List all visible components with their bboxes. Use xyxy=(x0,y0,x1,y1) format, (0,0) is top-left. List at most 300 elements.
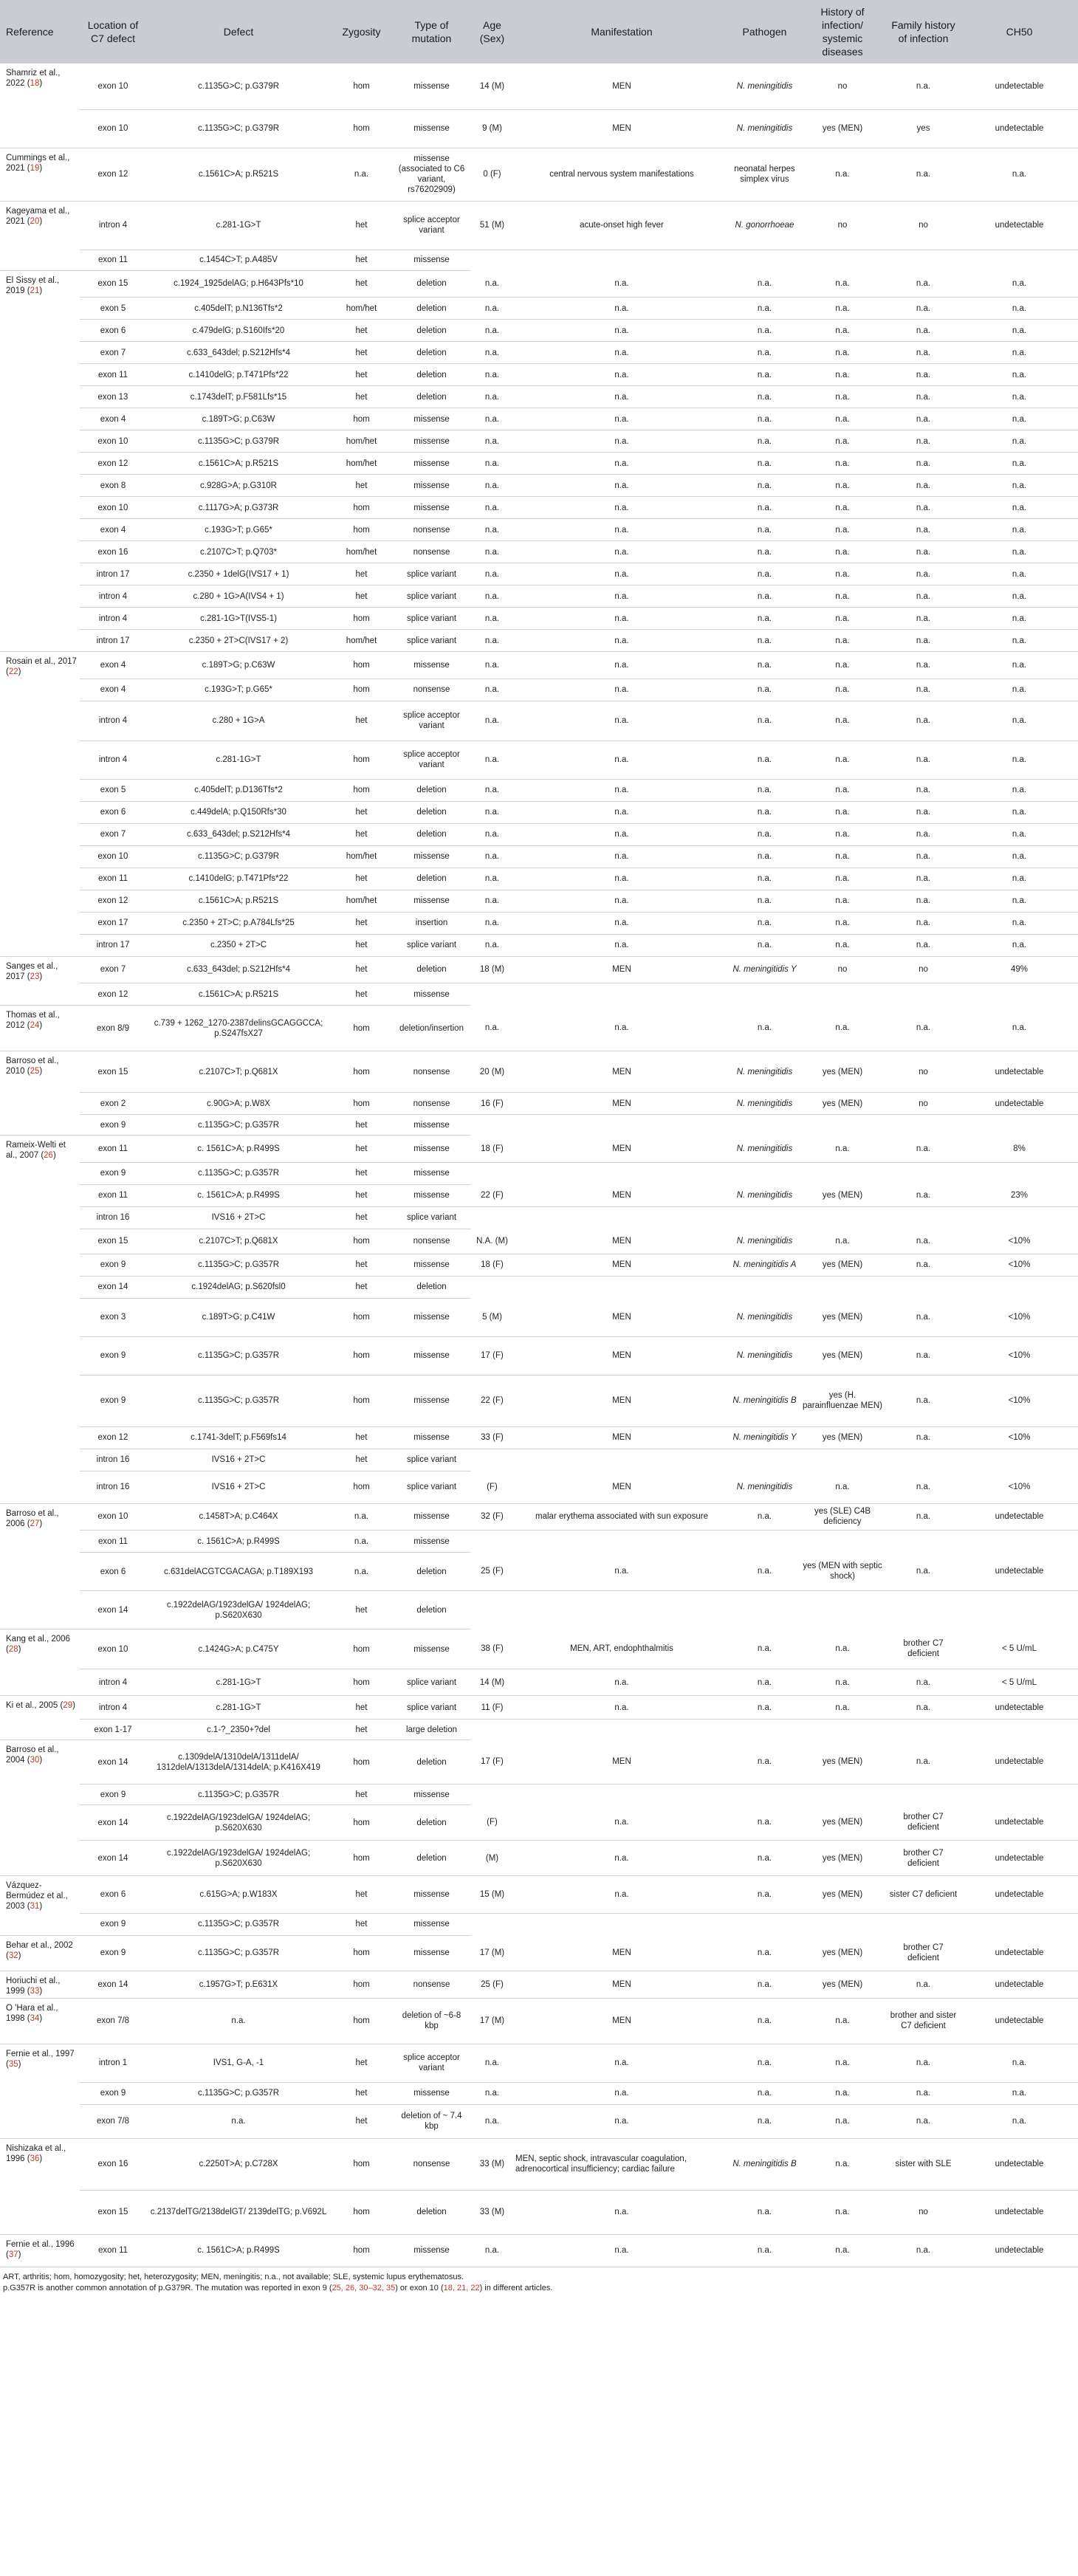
family-history-cell: n.a. xyxy=(886,585,961,608)
pathogen-cell: n.a. xyxy=(730,1971,799,1998)
table-row xyxy=(0,1876,1078,1914)
manifestation-cell: n.a. xyxy=(513,1006,730,1051)
citation-link[interactable]: 22 xyxy=(8,667,18,676)
table-row xyxy=(0,741,1078,779)
ch50-cell: n.a. xyxy=(961,519,1078,541)
age-sex-cell: n.a. xyxy=(471,701,513,741)
family-history-cell: n.a. xyxy=(886,1229,961,1254)
mutation-type-cell: missense xyxy=(392,1913,471,1935)
pathogen-cell: n.a. xyxy=(730,2104,799,2138)
mutation-type-cell: missense xyxy=(392,890,471,912)
location-cell: intron 4 xyxy=(80,1669,146,1696)
footnote-annotation: p.G357R is another common annotation of p.G379R. The mutation was reported in exon 9 (25, 26, 30–32, 35) or exon 10 (18, 21, 22) in different articles. xyxy=(3,2283,553,2292)
pathogen-cell: n.a. xyxy=(730,1553,799,1591)
family-history-cell: n.a. xyxy=(886,845,961,868)
family-history-cell: n.a. xyxy=(886,1375,961,1426)
manifestation-cell: n.a. xyxy=(513,430,730,453)
defect-cell: c.1561C>A; p.R521S xyxy=(146,148,331,201)
family-history-cell: sister C7 deficient xyxy=(886,1876,961,1914)
mutation-type-cell: splice acceptor variant xyxy=(392,201,471,250)
reference-cell xyxy=(0,1162,80,1184)
reference-cell xyxy=(0,1785,80,1805)
history-cell: n.a. xyxy=(799,701,886,741)
age-sex-cell xyxy=(471,1449,513,1471)
family-history-cell xyxy=(886,1913,961,1935)
pathogen-cell: N. meningitidis xyxy=(730,1136,799,1163)
defect-cell: n.a. xyxy=(146,1998,331,2044)
table-row xyxy=(0,890,1078,912)
defect-cell: c.1561C>A; p.R521S xyxy=(146,453,331,475)
age-sex-cell: (F) xyxy=(471,1805,513,1841)
manifestation-cell: n.a. xyxy=(513,563,730,585)
ch50-cell: n.a. xyxy=(961,541,1078,563)
age-sex-cell: n.a. xyxy=(471,430,513,453)
reference-cell xyxy=(0,1093,80,1115)
table-row xyxy=(0,519,1078,541)
pathogen-cell: N. meningitidis xyxy=(730,109,799,148)
age-sex-cell: 25 (F) xyxy=(471,1553,513,1591)
family-history-cell xyxy=(886,250,961,270)
table-row xyxy=(0,2044,1078,2082)
pathogen-cell xyxy=(730,1591,799,1629)
defect-cell: c.1135G>C; p.G357R xyxy=(146,1913,331,1935)
family-history-cell: n.a. xyxy=(886,1553,961,1591)
citation-link[interactable]: 36 xyxy=(30,2154,40,2163)
defect-cell: c.1-?_2350+?del xyxy=(146,1720,331,1740)
manifestation-cell: n.a. xyxy=(513,679,730,701)
age-sex-cell: n.a. xyxy=(471,541,513,563)
ch50-cell: n.a. xyxy=(961,801,1078,823)
mutation-type-cell: missense xyxy=(392,1531,471,1553)
zygosity-cell: het xyxy=(331,342,392,364)
location-cell: exon 14 xyxy=(80,1591,146,1629)
age-sex-cell: n.a. xyxy=(471,652,513,679)
manifestation-cell: MEN xyxy=(513,1935,730,1971)
table-row xyxy=(0,2234,1078,2267)
table-row xyxy=(0,2104,1078,2138)
citation-link[interactable]: 30 xyxy=(30,1756,40,1765)
mutation-type-cell: missense xyxy=(392,1184,471,1206)
family-history-cell: n.a. xyxy=(886,741,961,779)
citation-link[interactable]: 32 xyxy=(8,1951,18,1960)
citation-link[interactable]: 21 xyxy=(30,286,40,295)
family-history-cell: n.a. xyxy=(886,2044,961,2082)
location-cell: exon 10 xyxy=(80,845,146,868)
table-row xyxy=(0,563,1078,585)
reference-cell: Rosain et al., 2017 (22) xyxy=(6,657,77,676)
mutation-type-cell: splice variant xyxy=(392,585,471,608)
table-row xyxy=(0,1115,1078,1136)
citation-link[interactable]: 27 xyxy=(30,1519,40,1528)
table-row xyxy=(0,1051,1078,1093)
mutation-type-cell: missense xyxy=(392,1785,471,1805)
family-history-cell: n.a. xyxy=(886,701,961,741)
history-cell xyxy=(799,1591,886,1629)
mutation-type-cell: missense xyxy=(392,453,471,475)
pathogen-cell: n.a. xyxy=(730,1006,799,1051)
pathogen-cell: n.a. xyxy=(730,652,799,679)
family-history-cell: sister with SLE xyxy=(886,2138,961,2190)
family-history-cell: n.a. xyxy=(886,563,961,585)
pathogen-cell: n.a. xyxy=(730,1740,799,1785)
pathogen-cell: n.a. xyxy=(730,1998,799,2044)
history-cell xyxy=(799,1449,886,1471)
history-cell: n.a. xyxy=(799,519,886,541)
citation-link[interactable]: 31 xyxy=(30,1902,40,1911)
ch50-cell: n.a. xyxy=(961,430,1078,453)
location-cell: exon 4 xyxy=(80,408,146,430)
manifestation-cell: MEN xyxy=(513,1471,730,1503)
reference-cell xyxy=(0,868,80,890)
reference-cell: Kageyama et al., 2021 (20) xyxy=(6,206,70,226)
defect-cell: c.1135G>C; p.G357R xyxy=(146,1254,331,1276)
history-cell: yes (MEN) xyxy=(799,1336,886,1375)
age-sex-cell: n.a. xyxy=(471,364,513,386)
location-cell: exon 7 xyxy=(80,342,146,364)
location-cell: exon 9 xyxy=(80,1115,146,1136)
reference-cell xyxy=(0,364,80,386)
pathogen-cell: n.a. xyxy=(730,270,799,298)
family-history-cell: no xyxy=(886,2190,961,2234)
table-row xyxy=(0,386,1078,408)
mutation-type-cell: deletion xyxy=(392,1276,471,1298)
ch50-cell xyxy=(961,1162,1078,1184)
history-cell: n.a. xyxy=(799,1696,886,1720)
location-cell: exon 6 xyxy=(80,801,146,823)
location-cell: intron 17 xyxy=(80,630,146,652)
citation-link[interactable]: 24 xyxy=(30,1021,40,1030)
history-cell: n.a. xyxy=(799,2082,886,2104)
pathogen-cell: N. meningitidis B xyxy=(730,1375,799,1426)
defect-cell: c.1135G>C; p.G357R xyxy=(146,1375,331,1426)
mutation-type-cell: deletion xyxy=(392,1591,471,1629)
citation-link[interactable]: 28 xyxy=(8,1645,18,1654)
family-history-cell: n.a. xyxy=(886,1471,961,1503)
age-sex-cell xyxy=(471,1785,513,1805)
location-cell: exon 12 xyxy=(80,1426,146,1449)
age-sex-cell: n.a. xyxy=(471,298,513,320)
location-cell: exon 14 xyxy=(80,1971,146,1998)
manifestation-cell: MEN xyxy=(513,109,730,148)
history-cell: n.a. xyxy=(799,630,886,652)
family-history-cell: n.a. xyxy=(886,2082,961,2104)
history-cell: n.a. xyxy=(799,453,886,475)
reference-cell: O 'Hara et al., 1998 (34) xyxy=(0,1998,80,2044)
mutation-type-cell: splice variant xyxy=(392,1471,471,1503)
location-cell: exon 9 xyxy=(80,1935,146,1971)
location-cell: exon 15 xyxy=(80,270,146,298)
defect-cell: c.2350 + 1delG(IVS17 + 1) xyxy=(146,563,331,585)
column-header: Defect xyxy=(146,0,331,63)
column-header: Reference xyxy=(0,0,80,63)
ch50-cell xyxy=(961,1591,1078,1629)
mutation-type-cell: missense xyxy=(392,983,471,1006)
manifestation-cell: n.a. xyxy=(513,585,730,608)
mutation-type-cell: missense xyxy=(392,1336,471,1375)
ch50-cell: n.a. xyxy=(961,608,1078,630)
location-cell: exon 10 xyxy=(80,497,146,519)
ch50-cell: undetectable xyxy=(961,109,1078,148)
reference-cell: Ki et al., 2005 (29) xyxy=(6,1701,75,1710)
manifestation-cell: n.a. xyxy=(513,519,730,541)
zygosity-cell: hom xyxy=(331,652,392,679)
reference-cell xyxy=(0,386,80,408)
citation-link[interactable]: 26 xyxy=(44,1151,53,1160)
location-cell: exon 13 xyxy=(80,386,146,408)
defect-cell: c.1135G>C; p.G357R xyxy=(146,2082,331,2104)
ch50-cell: n.a. xyxy=(961,497,1078,519)
defect-cell: c.2107C>T; p.Q703* xyxy=(146,541,331,563)
defect-cell: c.449delA; p.Q150Rfs*30 xyxy=(146,801,331,823)
citation-link[interactable]: 35 xyxy=(8,2059,18,2069)
zygosity-cell: het xyxy=(331,868,392,890)
zygosity-cell: het xyxy=(331,823,392,845)
reference-cell xyxy=(0,1531,80,1553)
reference-cell xyxy=(0,1471,80,1503)
defect-cell: c.479delG; p.S160Ifs*20 xyxy=(146,320,331,342)
family-history-cell: n.a. xyxy=(886,1503,961,1531)
age-sex-cell: n.a. xyxy=(471,608,513,630)
table-row xyxy=(0,1553,1078,1591)
reference-cell: Rameix-Welti et al., 2007 (26) xyxy=(6,1141,66,1160)
family-history-cell: brother C7 deficient xyxy=(886,1841,961,1876)
manifestation-cell: n.a. xyxy=(513,541,730,563)
mutation-type-cell: insertion xyxy=(392,912,471,934)
table-row xyxy=(0,1254,1078,1276)
table-row xyxy=(0,1805,1078,1841)
history-cell: n.a. xyxy=(799,912,886,934)
manifestation-cell: n.a. xyxy=(513,1669,730,1696)
history-cell: n.a. xyxy=(799,541,886,563)
table-row xyxy=(0,320,1078,342)
location-cell: intron 17 xyxy=(80,563,146,585)
pathogen-cell: n.a. xyxy=(730,868,799,890)
table-row xyxy=(0,1841,1078,1876)
reference-cell: Barroso et al., 2004 (30) xyxy=(6,1745,59,1765)
ch50-cell: n.a. xyxy=(961,453,1078,475)
zygosity-cell: hom/het xyxy=(331,541,392,563)
citation-link[interactable]: 25, 26, 30–32, 35 xyxy=(332,2283,396,2292)
age-sex-cell: 9 (M) xyxy=(471,109,513,148)
age-sex-cell: 15 (M) xyxy=(471,1876,513,1914)
family-history-cell: no xyxy=(886,1093,961,1115)
zygosity-cell: hom xyxy=(331,1805,392,1841)
citation-link[interactable]: 19 xyxy=(30,163,40,173)
manifestation-cell: n.a. xyxy=(513,408,730,430)
ch50-cell: n.a. xyxy=(961,779,1078,801)
zygosity-cell: het xyxy=(331,1184,392,1206)
location-cell: exon 7/8 xyxy=(80,2104,146,2138)
ch50-cell: n.a. xyxy=(961,741,1078,779)
reference-cell xyxy=(0,1720,80,1740)
history-cell: n.a. xyxy=(799,801,886,823)
age-sex-cell: n.a. xyxy=(471,679,513,701)
history-cell: n.a. xyxy=(799,2104,886,2138)
defect-cell: c.1922delAG/1923delGA/ 1924delAG; p.S620X630 xyxy=(146,1841,331,1876)
history-cell: yes (SLE) C4B deficiency xyxy=(799,1503,886,1531)
reference-cell xyxy=(0,890,80,912)
table-row xyxy=(0,497,1078,519)
reference-cell xyxy=(0,342,80,364)
table-row xyxy=(0,1298,1078,1336)
pathogen-cell: n.a. xyxy=(730,2190,799,2234)
ch50-cell xyxy=(961,1115,1078,1136)
pathogen-cell: n.a. xyxy=(730,1629,799,1669)
reference-cell xyxy=(0,741,80,779)
family-history-cell xyxy=(886,1531,961,1553)
ch50-cell xyxy=(961,983,1078,1006)
zygosity-cell: het xyxy=(331,934,392,956)
pathogen-cell: N. meningitidis Y xyxy=(730,1426,799,1449)
citation-link[interactable]: 18 xyxy=(30,79,40,88)
history-cell: n.a. xyxy=(799,585,886,608)
location-cell: exon 16 xyxy=(80,541,146,563)
citation-link[interactable]: 37 xyxy=(8,2250,18,2259)
citation-link[interactable]: 29 xyxy=(63,1701,73,1710)
mutation-type-cell: nonsense xyxy=(392,679,471,701)
defect-cell: c.281-1G>T xyxy=(146,201,331,250)
zygosity-cell: het xyxy=(331,1785,392,1805)
defect-cell: c.281-1G>T xyxy=(146,1669,331,1696)
family-history-cell xyxy=(886,1720,961,1740)
pathogen-cell: n.a. xyxy=(730,519,799,541)
table-row xyxy=(0,1785,1078,1805)
family-history-cell: n.a. xyxy=(886,386,961,408)
table-row xyxy=(0,1740,1078,1785)
ch50-cell xyxy=(961,1206,1078,1229)
mutation-type-cell: nonsense xyxy=(392,1229,471,1254)
reference-cell xyxy=(0,1206,80,1229)
age-sex-cell: 17 (F) xyxy=(471,1740,513,1785)
zygosity-cell: het xyxy=(331,563,392,585)
zygosity-cell: het xyxy=(331,1913,392,1935)
reference-cell: Vázquez-Bermúdez et al., 2003 (31) xyxy=(6,1881,68,1911)
pathogen-cell: n.a. xyxy=(730,2234,799,2267)
manifestation-cell: n.a. xyxy=(513,779,730,801)
mutation-type-cell: missense xyxy=(392,1426,471,1449)
history-cell: yes (MEN) xyxy=(799,1426,886,1449)
mutation-type-cell: deletion xyxy=(392,298,471,320)
pathogen-cell: n.a. xyxy=(730,1503,799,1531)
reference-cell xyxy=(0,2104,80,2138)
reference-cell xyxy=(0,823,80,845)
table-row xyxy=(0,1184,1078,1206)
reference-cell xyxy=(0,934,80,956)
zygosity-cell: het xyxy=(331,912,392,934)
ch50-cell: n.a. xyxy=(961,679,1078,701)
ch50-cell: n.a. xyxy=(961,2044,1078,2082)
citation-link[interactable]: 34 xyxy=(30,2013,40,2023)
reference-cell xyxy=(0,1805,80,1841)
defect-cell: c.1410delG; p.T471Pfs*22 xyxy=(146,364,331,386)
location-cell: intron 4 xyxy=(80,201,146,250)
history-cell: yes (MEN) xyxy=(799,1935,886,1971)
zygosity-cell: hom xyxy=(331,1971,392,1998)
manifestation-cell: n.a. xyxy=(513,2190,730,2234)
table-row xyxy=(0,109,1078,148)
citation-link[interactable]: 25 xyxy=(30,1067,40,1076)
table-row xyxy=(0,1669,1078,1696)
manifestation-cell: n.a. xyxy=(513,475,730,497)
history-cell: n.a. xyxy=(799,1006,886,1051)
column-header: History of infection/ systemic diseases xyxy=(799,0,886,63)
age-sex-cell: n.a. xyxy=(471,1006,513,1051)
mutation-type-cell: splice variant xyxy=(392,1669,471,1696)
reference-cell xyxy=(0,1553,80,1591)
table-row xyxy=(0,201,1078,250)
zygosity-cell: het xyxy=(331,386,392,408)
manifestation-cell: MEN xyxy=(513,1426,730,1449)
family-history-cell: n.a. xyxy=(886,679,961,701)
citation-link[interactable]: 18, 21, 22 xyxy=(443,2283,480,2292)
history-cell: n.a. xyxy=(799,364,886,386)
reference-cell xyxy=(0,779,80,801)
pathogen-cell xyxy=(730,1115,799,1136)
location-cell: intron 1 xyxy=(80,2044,146,2082)
pathogen-cell: n.a. xyxy=(730,845,799,868)
reference-cell: Fernie et al., 1996 (37) xyxy=(0,2234,80,2267)
pathogen-cell: n.a. xyxy=(730,1935,799,1971)
citation-link[interactable]: 20 xyxy=(30,216,40,226)
location-cell: exon 15 xyxy=(80,1229,146,1254)
manifestation-cell: n.a. xyxy=(513,453,730,475)
ch50-cell: <10% xyxy=(961,1375,1078,1426)
pathogen-cell: N. meningitidis Y xyxy=(730,956,799,983)
age-sex-cell: 33 (F) xyxy=(471,1426,513,1449)
age-sex-cell: n.a. xyxy=(471,2044,513,2082)
family-history-cell xyxy=(886,1591,961,1629)
age-sex-cell: n.a. xyxy=(471,563,513,585)
defect-cell: c.615G>A; p.W183X xyxy=(146,1876,331,1914)
family-history-cell: brother and sister C7 deficient xyxy=(886,1998,961,2044)
ch50-cell: 49% xyxy=(961,956,1078,983)
ch50-cell: n.a. xyxy=(961,823,1078,845)
manifestation-cell: n.a. xyxy=(513,845,730,868)
table-row xyxy=(0,1375,1078,1426)
citation-link[interactable]: 33 xyxy=(30,1986,40,1996)
reference-cell xyxy=(0,1254,80,1276)
age-sex-cell: 32 (F) xyxy=(471,1503,513,1531)
reference-cell xyxy=(0,845,80,868)
table-row xyxy=(0,1591,1078,1629)
zygosity-cell: het xyxy=(331,1162,392,1184)
age-sex-cell: n.a. xyxy=(471,408,513,430)
history-cell: yes (MEN) xyxy=(799,1051,886,1093)
age-sex-cell: n.a. xyxy=(471,741,513,779)
mutation-type-cell: deletion xyxy=(392,823,471,845)
table-row xyxy=(0,1935,1078,1971)
age-sex-cell xyxy=(471,1115,513,1136)
reference-cell: El Sissy et al., 2019 (21) xyxy=(6,275,60,295)
zygosity-cell: hom xyxy=(331,1998,392,2044)
manifestation-cell: n.a. xyxy=(513,1841,730,1876)
defect-cell: c.2350 + 2T>C; p.A784Lfs*25 xyxy=(146,912,331,934)
age-sex-cell: 17 (M) xyxy=(471,1998,513,2044)
age-sex-cell: n.a. xyxy=(471,845,513,868)
table-row xyxy=(0,801,1078,823)
mutation-type-cell: splice acceptor variant xyxy=(392,2044,471,2082)
mutation-type-cell: deletion xyxy=(392,1841,471,1876)
reference-cell: Shamriz et al., 2022 (18) xyxy=(6,69,61,88)
ch50-cell: n.a. xyxy=(961,868,1078,890)
history-cell: n.a. xyxy=(799,1136,886,1163)
reference-cell xyxy=(0,408,80,430)
age-sex-cell xyxy=(471,250,513,270)
pathogen-cell: n.a. xyxy=(730,679,799,701)
zygosity-cell: het xyxy=(331,270,392,298)
pathogen-cell xyxy=(730,1276,799,1298)
citation-link[interactable]: 23 xyxy=(30,972,40,981)
